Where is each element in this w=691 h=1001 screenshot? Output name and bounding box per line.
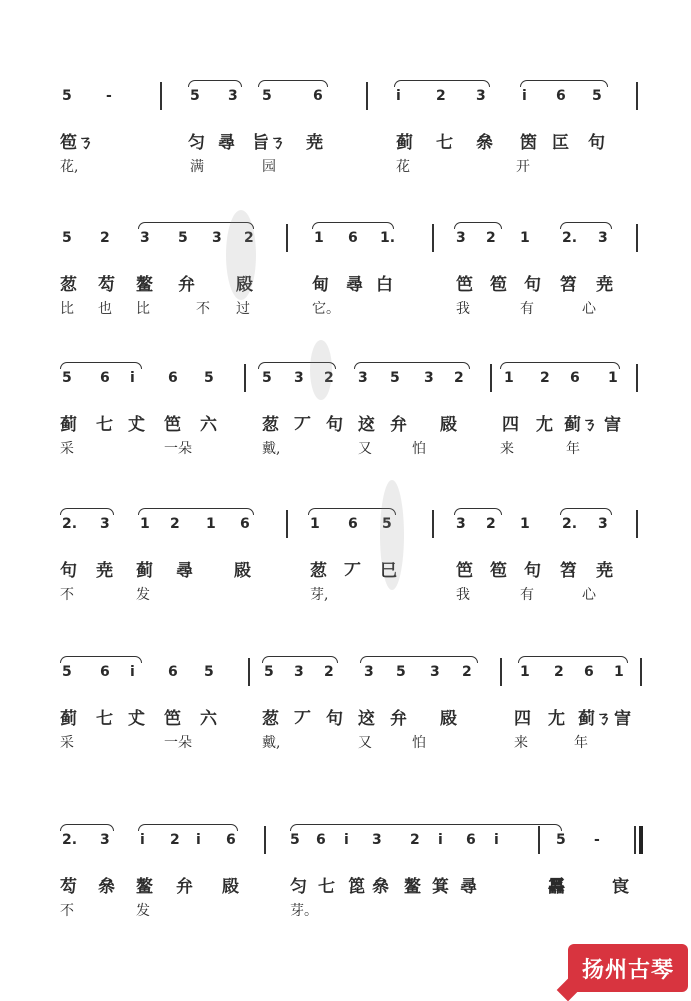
jianzi-char: 笣 — [490, 561, 507, 581]
site-logo — [568, 944, 688, 992]
slur-mark — [60, 362, 142, 369]
lyric-text: 满 — [190, 159, 204, 175]
jianpu-note: 6 — [240, 516, 250, 532]
barline — [432, 224, 434, 252]
jianpu-note: 2 — [436, 88, 446, 104]
jianzi-char: 蓟ㄋ — [578, 709, 612, 729]
jianpu-note: 2 — [554, 664, 564, 680]
jianzi-char: 笣ㄋ — [60, 133, 94, 153]
jianpu-note: 1. — [380, 230, 396, 246]
jianpu-note: 3 — [100, 832, 110, 848]
jianpu-note: 2 — [540, 370, 550, 386]
lyric-text: 有 — [520, 301, 534, 317]
jianpu-note: 2. — [562, 516, 578, 532]
jianzi-char: 尭 — [96, 561, 113, 581]
slur-mark — [258, 80, 328, 87]
jianpu-note: 6 — [168, 664, 178, 680]
jianpu-note: 5 — [262, 88, 272, 104]
jianzi-char: 句 — [326, 415, 343, 435]
jianpu-note: i — [344, 832, 349, 848]
barline — [636, 510, 638, 538]
jianpu-note: 5 — [556, 832, 566, 848]
jianzi-char: 笆 — [456, 275, 473, 295]
jianpu-note: 3 — [140, 230, 150, 246]
jianpu-note: 3 — [294, 664, 304, 680]
jianzi-char: 芶 — [60, 877, 77, 897]
jianzi-char: 鳌 — [404, 877, 421, 897]
jianpu-note: i — [396, 88, 401, 104]
jianpu-note: 2 — [244, 230, 254, 246]
jianpu-note: 6 — [316, 832, 326, 848]
lyric-text: 又 — [358, 735, 372, 751]
jianzi-char: 鳌 — [136, 275, 153, 295]
jianzi-char: 弁 — [390, 415, 407, 435]
lyric-text: 有 — [520, 587, 534, 603]
paper-smudge — [310, 340, 332, 400]
jianpu-note: 1 — [504, 370, 514, 386]
jianpu-note: 3 — [364, 664, 374, 680]
notation-row — [0, 664, 691, 688]
lyric-text: 不 — [196, 301, 210, 317]
jianpu-note: i — [522, 88, 527, 104]
jianzi-char: 㝗 — [612, 877, 629, 897]
slur-mark — [560, 222, 612, 229]
jianzi-char: 笤 — [560, 275, 577, 295]
jianzi-char: 匀 — [188, 133, 205, 153]
jianpu-note: i — [438, 832, 443, 848]
jianzi-char: 尋 — [218, 133, 235, 153]
barline — [634, 826, 636, 854]
jianzi-char: 㲀 — [440, 415, 457, 435]
lyric-text: 开 — [516, 159, 530, 175]
jianpu-note: 5 — [290, 832, 300, 848]
jianzi-char: 靐 — [548, 877, 565, 897]
jianzi-char: 䓤 — [310, 561, 327, 581]
barline — [490, 364, 492, 392]
lyric-text: 一朵 — [164, 441, 192, 457]
lyric-text: 不 — [60, 903, 74, 919]
lyric-text: 我 — [456, 301, 470, 317]
jianzi-char: 筃 — [520, 133, 537, 153]
jianzi-char: 尋 — [346, 275, 363, 295]
logo-text: 扬州古琴 — [581, 957, 674, 983]
jianpu-note: 5 — [382, 516, 392, 532]
jianzi-char: 七 — [96, 709, 113, 729]
lyric-text: 园 — [262, 159, 276, 175]
lyric-row — [0, 732, 691, 752]
jianpu-note: 2 — [100, 230, 110, 246]
jianpu-note: 5 — [262, 370, 272, 386]
jianpu-note: i — [130, 664, 135, 680]
lyric-text: 一朵 — [164, 735, 192, 751]
lyric-text: 不 — [60, 587, 74, 603]
jianpu-note: 5 — [62, 370, 72, 386]
jianpu-note: 6 — [100, 664, 110, 680]
slur-mark — [290, 824, 562, 831]
jianpu-note: 6 — [313, 88, 323, 104]
jianpu-note: 5 — [62, 664, 72, 680]
jianpu-note: 3 — [100, 516, 110, 532]
lyric-row — [0, 900, 691, 920]
lyric-text: 来 — [514, 735, 528, 751]
score-system — [0, 496, 691, 626]
jianzi-char: 笣 — [490, 275, 507, 295]
jianzi-char: 六 — [200, 415, 217, 435]
jianpu-note: 1 — [140, 516, 150, 532]
jianpu-note: 1 — [614, 664, 624, 680]
jianzi-char: 弁 — [178, 275, 195, 295]
jianpu-note: 3 — [456, 230, 466, 246]
barline — [636, 224, 638, 252]
jianpu-note: 6 — [348, 230, 358, 246]
jianzi-char: 匀 — [290, 877, 307, 897]
slur-mark — [60, 508, 114, 515]
jianzi-char: 芶 — [98, 275, 115, 295]
jianzi-char: 巳 — [380, 561, 397, 581]
notation-row — [0, 832, 691, 856]
score-system — [0, 350, 691, 480]
jianzi-char: 七 — [436, 133, 453, 153]
jianpu-note: 2 — [170, 516, 180, 532]
jianpu-note: 3 — [476, 88, 486, 104]
jianpu-note: 3 — [294, 370, 304, 386]
jianpu-note: 6 — [584, 664, 594, 680]
jianpu-note: 1 — [206, 516, 216, 532]
jianzi-char: 尋 — [176, 561, 193, 581]
jianpu-note: 6 — [226, 832, 236, 848]
jianzi-row — [0, 704, 691, 728]
jianpu-note: 5 — [204, 664, 214, 680]
slur-mark — [518, 656, 628, 663]
lyric-text: 怕 — [412, 735, 426, 751]
jianpu-note: 3 — [228, 88, 238, 104]
slur-mark — [354, 362, 470, 369]
jianzi-char: 笆 — [164, 415, 181, 435]
jianpu-note: 2 — [486, 230, 496, 246]
jianzi-row — [0, 410, 691, 434]
jianzi-char: 尋 — [460, 877, 477, 897]
jianpu-note: 6 — [168, 370, 178, 386]
barline — [538, 826, 540, 854]
jianpu-note: 6 — [466, 832, 476, 848]
jianzi-char: 笆 — [164, 709, 181, 729]
paper-smudge — [226, 210, 256, 300]
jianpu-note: 5 — [390, 370, 400, 386]
jianzi-char: 四 — [514, 709, 531, 729]
jianpu-note: 5 — [62, 88, 72, 104]
barline — [366, 82, 368, 110]
jianpu-note: 3 — [598, 230, 608, 246]
jianpu-note: 2 — [324, 664, 334, 680]
jianpu-note: 3 — [424, 370, 434, 386]
slur-mark — [188, 80, 242, 87]
jianzi-char: 䓤 — [262, 709, 279, 729]
jianzi-char: 蓟ㄋ — [564, 415, 598, 435]
lyric-text: 也 — [98, 301, 112, 317]
jianpu-note: 1 — [520, 230, 530, 246]
jianzi-char: 白 — [376, 275, 393, 295]
notation-row — [0, 230, 691, 254]
jianzi-char: 句 — [60, 561, 77, 581]
jianpu-note: 5 — [204, 370, 214, 386]
lyric-text: 比 — [136, 301, 150, 317]
jianzi-row — [0, 270, 691, 294]
notation-row — [0, 516, 691, 540]
jianzi-char: 㝘 — [604, 415, 621, 435]
barline — [636, 364, 638, 392]
lyric-row — [0, 438, 691, 458]
score-system — [0, 68, 691, 198]
jianzi-char: 蓟 — [60, 709, 77, 729]
lyric-text: 发 — [136, 587, 150, 603]
jianzi-row — [0, 556, 691, 580]
score-system — [0, 210, 691, 340]
lyric-text: 芽, — [310, 587, 329, 603]
jianpu-note: 5 — [396, 664, 406, 680]
jianzi-char: 弁 — [390, 709, 407, 729]
jianzi-char: 𠀋 — [128, 709, 145, 729]
jianzi-char: 蓟 — [136, 561, 153, 581]
slur-mark — [60, 656, 142, 663]
slur-mark — [394, 80, 490, 87]
slur-mark — [500, 362, 620, 369]
jianzi-char: 七 — [96, 415, 113, 435]
jianzi-char: 鳌 — [136, 877, 153, 897]
jianzi-char: 蓟 — [396, 133, 413, 153]
slur-mark — [138, 508, 254, 515]
jianpu-note: 5 — [178, 230, 188, 246]
jianzi-char: 弁 — [176, 877, 193, 897]
jianpu-note: 2 — [486, 516, 496, 532]
jianzi-char: 尭 — [596, 561, 613, 581]
jianzi-char: 尭 — [306, 133, 323, 153]
jianpu-note: 1 — [520, 664, 530, 680]
jianzi-char: 䢒 — [358, 415, 375, 435]
jianzi-char: 㲀 — [440, 709, 457, 729]
jianzi-char: 箆 — [348, 877, 365, 897]
jianzi-char: 尢 — [548, 709, 565, 729]
jianzi-char: 四 — [502, 415, 519, 435]
jianpu-note: 2 — [324, 370, 334, 386]
notation-row — [0, 370, 691, 394]
jianpu-note: 3 — [430, 664, 440, 680]
jianzi-char: 㲀 — [222, 877, 239, 897]
lyric-row — [0, 156, 691, 176]
jianzi-char: 㕘 — [372, 877, 389, 897]
lyric-text: 比 — [60, 301, 74, 317]
jianpu-note: 2 — [170, 832, 180, 848]
jianpu-note: 5 — [592, 88, 602, 104]
jianpu-note: i — [130, 370, 135, 386]
jianpu-note: 3 — [456, 516, 466, 532]
jianzi-char: 㲀 — [236, 275, 253, 295]
jianpu-note: - — [594, 832, 600, 848]
lyric-row — [0, 298, 691, 318]
jianpu-note: 2. — [562, 230, 578, 246]
score-system — [0, 644, 691, 774]
slur-mark — [520, 80, 608, 87]
barline — [248, 658, 250, 686]
jianzi-char: 尢 — [536, 415, 553, 435]
jianzi-char: 蓟 — [60, 415, 77, 435]
lyric-text: 芽。 — [290, 903, 318, 919]
jianzi-char: 丆 — [294, 415, 311, 435]
jianzi-char: 㕘 — [476, 133, 493, 153]
lyric-text: 戴, — [262, 441, 281, 457]
jianzi-char: 六 — [200, 709, 217, 729]
jianzi-char: 句 — [524, 561, 541, 581]
lyric-text: 又 — [358, 441, 372, 457]
lyric-text: 采 — [60, 441, 74, 457]
slur-mark — [312, 222, 394, 229]
jianpu-note: 2. — [62, 832, 78, 848]
jianpu-note: 3 — [372, 832, 382, 848]
score-system — [0, 812, 691, 942]
slur-mark — [454, 222, 502, 229]
jianzi-char: 笆 — [456, 561, 473, 581]
barline — [500, 658, 502, 686]
jianzi-char: 㕘 — [98, 877, 115, 897]
lyric-text: 心 — [582, 301, 596, 317]
jianpu-note: 6 — [100, 370, 110, 386]
slur-mark — [560, 508, 612, 515]
slur-mark — [60, 824, 114, 831]
jianpu-note: 6 — [570, 370, 580, 386]
lyric-text: 花, — [60, 159, 79, 175]
slur-mark — [360, 656, 478, 663]
jianpu-note: 5 — [264, 664, 274, 680]
jianzi-char: 𠀋 — [128, 415, 145, 435]
slur-mark — [262, 656, 338, 663]
barline — [286, 224, 288, 252]
jianzi-char: 䓤 — [60, 275, 77, 295]
jianzi-char: 尭 — [596, 275, 613, 295]
jianpu-note: i — [494, 832, 499, 848]
jianzi-char: 䢒 — [358, 709, 375, 729]
jianpu-note: 2 — [410, 832, 420, 848]
jianzi-row — [0, 872, 691, 896]
jianpu-note: 6 — [348, 516, 358, 532]
jianpu-note: 3 — [358, 370, 368, 386]
slur-mark — [454, 508, 502, 515]
jianpu-note: 1 — [608, 370, 618, 386]
jianpu-note: 5 — [62, 230, 72, 246]
barline — [160, 82, 162, 110]
barline — [432, 510, 434, 538]
jianzi-char: 句 — [588, 133, 605, 153]
barline — [636, 82, 638, 110]
jianpu-note: 1 — [310, 516, 320, 532]
lyric-text: 年 — [574, 735, 588, 751]
jianzi-char: 䓤 — [262, 415, 279, 435]
jianzi-row — [0, 128, 691, 152]
jianpu-note: 2 — [454, 370, 464, 386]
jianpu-note: i — [140, 832, 145, 848]
jianpu-note: 2. — [62, 516, 78, 532]
jianpu-note: 5 — [190, 88, 200, 104]
jianpu-note: 3 — [212, 230, 222, 246]
lyric-text: 我 — [456, 587, 470, 603]
jianzi-char: 匞 — [552, 133, 569, 153]
jianpu-note: 2 — [462, 664, 472, 680]
jianzi-char: 句 — [524, 275, 541, 295]
lyric-text: 花 — [396, 159, 410, 175]
jianzi-char: 箕 — [432, 877, 449, 897]
jianzi-char: 甸 — [312, 275, 329, 295]
jianpu-note: 1 — [520, 516, 530, 532]
lyric-text: 来 — [500, 441, 514, 457]
jianpu-note: i — [196, 832, 201, 848]
barline — [264, 826, 266, 854]
jianzi-char: 丆 — [294, 709, 311, 729]
jianzi-char: 㲀 — [234, 561, 251, 581]
jianzi-char: 丆 — [344, 561, 361, 581]
lyric-text: 年 — [566, 441, 580, 457]
paper-smudge — [380, 480, 404, 590]
lyric-row — [0, 584, 691, 604]
jianpu-note: 3 — [598, 516, 608, 532]
lyric-text: 它。 — [312, 301, 340, 317]
lyric-text: 怕 — [412, 441, 426, 457]
jianzi-char: 旨ㄋ — [252, 133, 286, 153]
final-barline — [639, 826, 643, 854]
jianzi-char: 句 — [326, 709, 343, 729]
jianzi-char: 笤 — [560, 561, 577, 581]
jianpu-note: - — [106, 88, 112, 104]
lyric-text: 采 — [60, 735, 74, 751]
lyric-text: 心 — [582, 587, 596, 603]
lyric-text: 过 — [236, 301, 250, 317]
notation-row — [0, 88, 691, 112]
lyric-text: 戴, — [262, 735, 281, 751]
barline — [286, 510, 288, 538]
barline — [640, 658, 642, 686]
jianzi-char: 㝘 — [614, 709, 631, 729]
barline — [244, 364, 246, 392]
slur-mark — [138, 824, 238, 831]
jianzi-char: 七 — [318, 877, 335, 897]
lyric-text: 发 — [136, 903, 150, 919]
jianpu-note: 1 — [314, 230, 324, 246]
jianpu-note: 6 — [556, 88, 566, 104]
